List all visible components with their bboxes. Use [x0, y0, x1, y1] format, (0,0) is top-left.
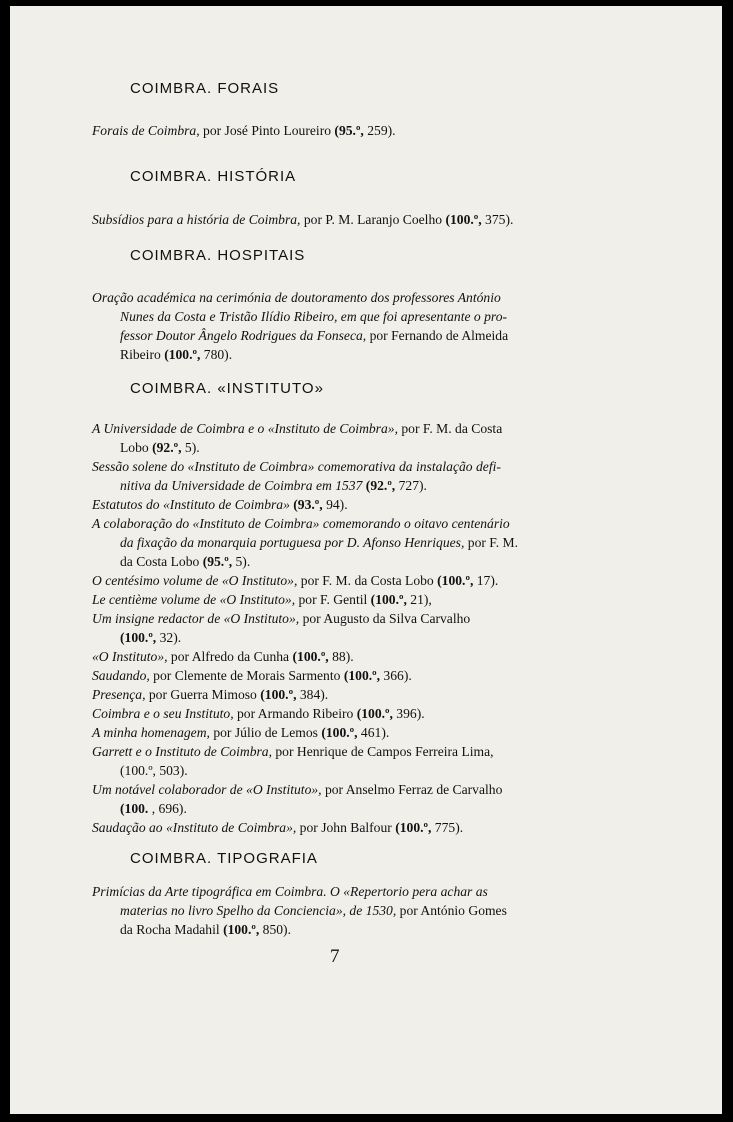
entry-instituto-1: A Universidade de Coimbra e o «Instituto de Coimbra», por F. M. da Costa Lobo (92.º, 5).	[92, 421, 503, 455]
entry-hospitais: Oração académica na cerimónia de doutoramento dos professores António Nunes da Costa e Tristão Ilídio Ribeiro, em que foi apresentante o pro- fessor Doutor Ângelo Rodrigues da Fonseca, por Fernando de Almeida Ribeiro (100.º, 780).	[92, 290, 509, 362]
section-heading-historia: COIMBRA. HISTÓRIA	[130, 168, 297, 185]
entry-instituto-8: «O Instituto», por Alfredo da Cunha (100.º, 88).	[92, 649, 354, 664]
entry-forais: Forais de Coimbra, por José Pinto Loureiro (95.º, 259).	[92, 123, 396, 138]
entry-instituto-2: Sessão solene do «Instituto de Coimbra» comemorativa da instalação defi- nitiva da Universidade de Coimbra em 1537 (92.º, 727).	[92, 459, 501, 493]
page-number: 7	[330, 946, 340, 967]
section-heading-tipografia: COIMBRA. TIPOGRAFIA	[130, 850, 318, 867]
entry-historia: Subsídios para a história de Coimbra, por P. M. Laranjo Coelho (100.º, 375).	[92, 212, 514, 227]
entry-instituto-7: Um insigne redactor de «O Instituto», por Augusto da Silva Carvalho (100.º, 32).	[92, 611, 471, 645]
entry-instituto-4: A colaboração do «Instituto de Coimbra» comemorando o oitavo centenário da fixação da monarquia portuguesa por D. Afonso Henriques, por F. M. da Costa Lobo (95.º, 5).	[92, 516, 519, 569]
entry-tipografia: Primícias da Arte tipográfica em Coimbra. O «Repertorio pera achar as materias no livro Spelho da Conciencia», de 1530, por António Gomes da Rocha Madahil (100.º, 850).	[92, 884, 507, 937]
entry-instituto-12: A minha homenagem, por Júlio de Lemos (100.º, 461).	[92, 725, 390, 740]
section-heading-hospitais: COIMBRA. HOSPITAIS	[130, 247, 306, 264]
entry-instituto-5: O centésimo volume de «O Instituto», por F. M. da Costa Lobo (100.º, 17).	[92, 573, 499, 588]
section-heading-instituto: COIMBRA. «INSTITUTO»	[130, 380, 324, 397]
entry-instituto-14: Um notável colaborador de «O Instituto», por Anselmo Ferraz de Carvalho (100. , 696).	[92, 782, 503, 816]
section-heading-forais: COIMBRA. FORAIS	[130, 80, 280, 97]
entry-instituto-10: Presença, por Guerra Mimoso (100.º, 384).	[92, 687, 329, 702]
entry-instituto-9: Saudando, por Clemente de Morais Sarmento (100.º, 366).	[92, 668, 412, 683]
entry-instituto-15: Saudação ao «Instituto de Coimbra», por John Balfour (100.º, 775).	[92, 820, 464, 835]
entry-instituto-11: Coimbra e o seu Instituto, por Armando Ribeiro (100.º, 396).	[92, 706, 425, 721]
entry-instituto-13: Garrett e o Instituto de Coimbra, por Henrique de Campos Ferreira Lima, (100.º, 503).	[92, 744, 494, 778]
document-page	[10, 6, 722, 1114]
entry-instituto-6: Le centième volume de «O Instituto», por F. Gentil (100.º, 21),	[92, 592, 432, 607]
entry-instituto-3: Estatutos do «Instituto de Coimbra» (93.º, 94).	[92, 497, 348, 512]
